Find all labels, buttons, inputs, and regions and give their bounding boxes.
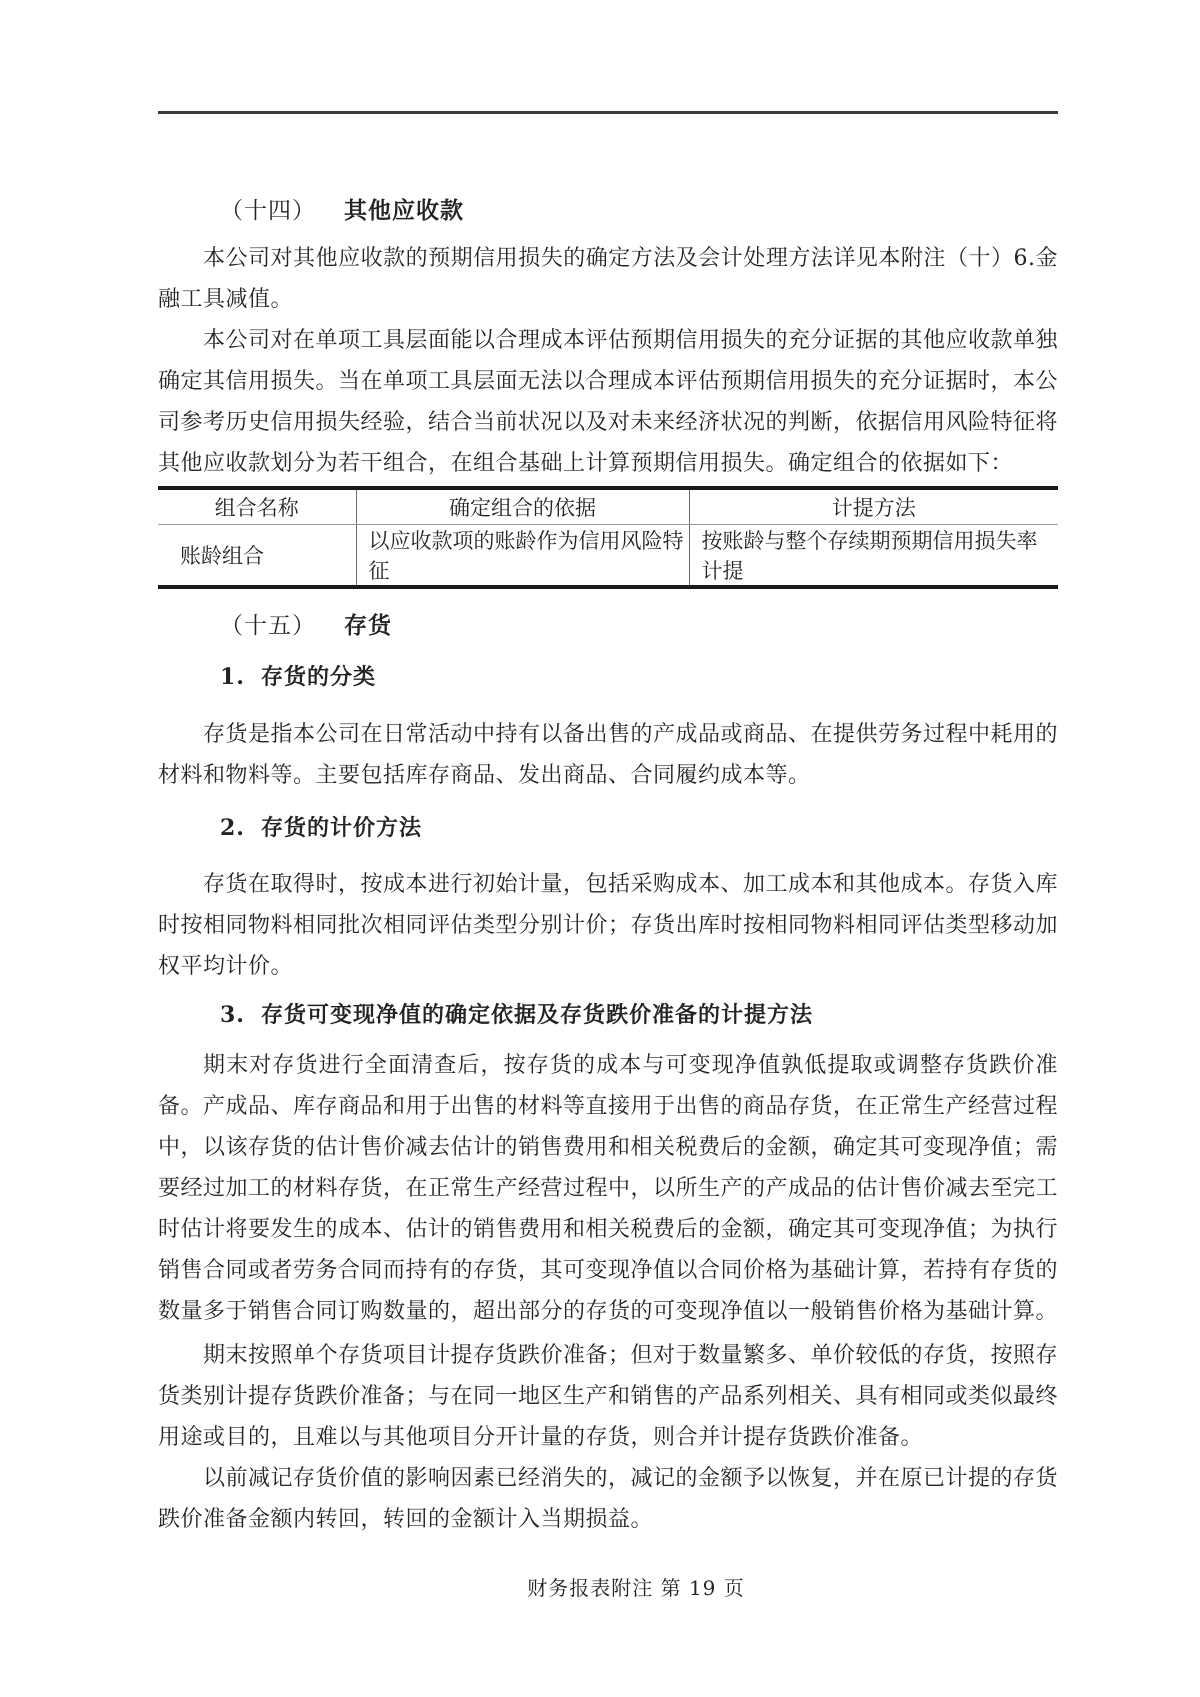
header-rule — [158, 111, 1058, 114]
table-cell-basis: 以应收款项的账龄作为信用风险特征 — [356, 525, 689, 588]
section-14-title: 其他应收款 — [344, 197, 464, 224]
subsection-3-paragraph-1: 期末对存货进行全面清查后，按存货的成本与可变现净值孰低提取或调整存货跌价准备。产成品、库存商品和用于出售的材料等直接用于出售的商品存货，在正常生产经营过程中，以该存货的估计售价减去估计的销售费用和相关税费后的金额，确定其可变现净值；需要经过加工的材料存货，在正常生产经营过程中，以所生产的产成品的估计售价减去至完工时估计将要发生的成本、估计的销售费用和相关税费后的金额，确定其可变现净值；为执行销售合同或者劳务合同而持有的存货，其可变现净值以合同价格为基础计算，若持有存货的数量多于销售合同订购数量的，超出部分的存货的可变现净值以一般销售价格为基础计算。 — [158, 1053, 1059, 1324]
section-15-heading — [158, 611, 1058, 641]
table-header-method: 计提方法 — [689, 488, 1058, 525]
subsection-1-paragraph: 存货是指本公司在日常活动中持有以备出售的产成品或商品、在提供劳务过程中耗用的材料和物料等。主要包括库存商品、发出商品、合同履约成本等。 — [158, 722, 1059, 788]
table-header-portfolio-name: 组合名称 — [158, 488, 356, 525]
section-14-paragraph-2: 本公司对在单项工具层面能以合理成本评估预期信用损失的充分证据的其他应收款单独确定其信用损失。当在单项工具层面无法以合理成本评估预期信用损失的充分证据时，本公司参考历史信用损失经验，结合当前状况以及对未来经济状况的判断，依据信用风险特征将其他应收款划分为若干组合，在组合基础上计算预期信用损失。确定组合的依据如下： — [158, 328, 1059, 476]
subsection-2-number: 2. — [220, 815, 245, 841]
subsection-2-title: 存货的计价方法 — [260, 815, 422, 841]
subsection-1-number: 1. — [220, 664, 245, 690]
table-row — [158, 525, 1058, 588]
section-15-number: （十五） — [220, 613, 316, 639]
subsection-3-heading — [158, 1000, 1058, 1030]
section-14-number: （十四） — [220, 198, 316, 224]
subsection-2-paragraph: 存货在取得时，按成本进行初始计量，包括采购成本、加工成本和其他成本。存货入库时按相同物料相同批次相同评估类型分别计价；存货出库时按相同物料相同评估类型移动加权平均计价。 — [158, 872, 1059, 979]
section-15-title: 存货 — [344, 612, 392, 639]
subsection-3-paragraph-2: 期末按照单个存货项目计提存货跌价准备；但对于数量繁多、单价较低的存货，按照存货类别计提存货跌价准备；与在同一地区生产和销售的产品系列相关、具有相同或类似最终用途或目的，且难以与其他项目分开计量的存货，则合并计提存货跌价准备。 — [158, 1343, 1059, 1450]
section-14-paragraph-1: 本公司对其他应收款的预期信用损失的确定方法及会计处理方法详见本附注（十）6.金融工具减值。 — [158, 246, 1058, 312]
table-header-row — [158, 488, 1058, 525]
credit-loss-portfolio-table — [158, 486, 1058, 589]
subsection-2-heading — [158, 813, 1058, 843]
subsection-3-paragraph-3: 以前减记存货价值的影响因素已经消失的，减记的金额予以恢复，并在原已计提的存货跌价准备金额内转回，转回的金额计入当期损益。 — [158, 1466, 1059, 1532]
subsection-1-heading — [158, 662, 1058, 692]
subsection-3-title: 存货可变现净值的确定依据及存货跌价准备的计提方法 — [260, 1002, 813, 1028]
section-14-heading — [158, 196, 1058, 226]
page-content — [158, 111, 1058, 1540]
table-header-basis: 确定组合的依据 — [356, 488, 689, 525]
table-cell-portfolio-name: 账龄组合 — [158, 525, 356, 588]
page-footer: 财务报表附注 第 19 页 — [527, 1576, 745, 1600]
table-cell-method: 按账龄与整个存续期预期信用损失率计提 — [701, 529, 1038, 583]
subsection-1-title: 存货的分类 — [260, 664, 376, 690]
subsection-3-number: 3. — [220, 1002, 245, 1028]
